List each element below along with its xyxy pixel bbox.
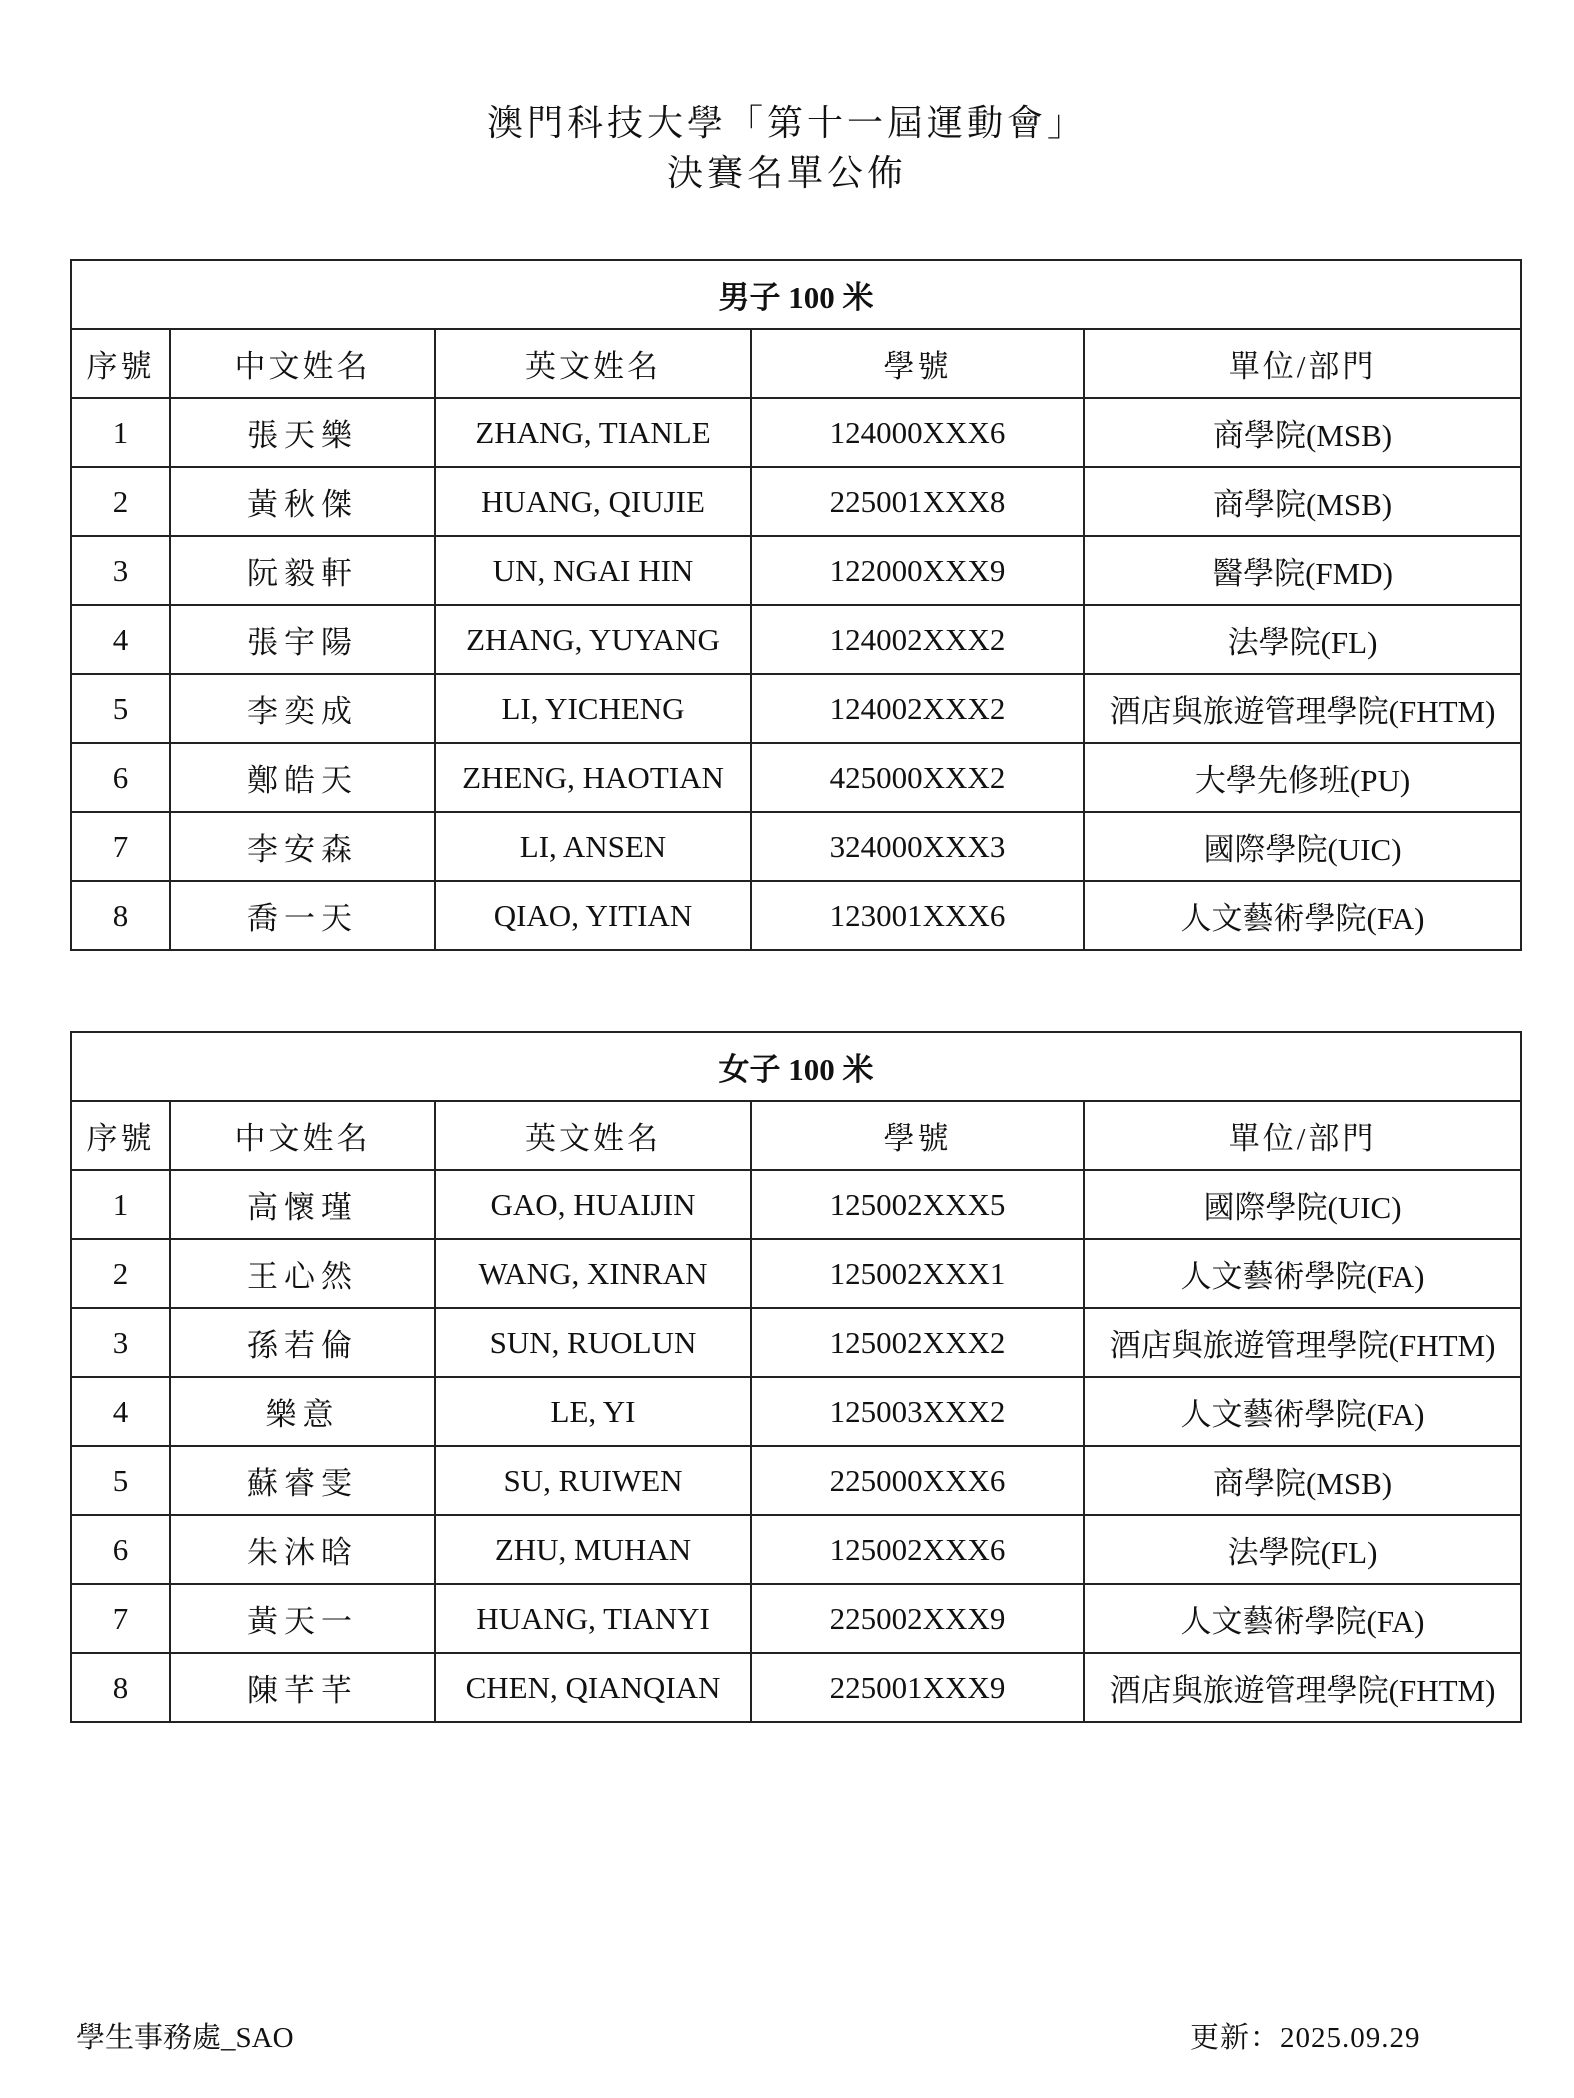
- chinese-name: 李安森: [170, 812, 435, 881]
- english-name: SU, RUIWEN: [435, 1446, 751, 1515]
- table-row: [71, 398, 1521, 467]
- unit-department: 商學院(MSB): [1084, 398, 1521, 467]
- col-header-student-id: 學號: [751, 1101, 1084, 1170]
- student-id: 125002XXX6: [751, 1515, 1084, 1584]
- table-row: [71, 743, 1521, 812]
- student-id: 225002XXX9: [751, 1584, 1084, 1653]
- chinese-name: 高懷瑾: [170, 1170, 435, 1239]
- row-number: 4: [71, 605, 170, 674]
- row-number: 8: [71, 1653, 170, 1722]
- col-header-english-name: 英文姓名: [435, 329, 751, 398]
- english-name: HUANG, QIUJIE: [435, 467, 751, 536]
- student-id: 324000XXX3: [751, 812, 1084, 881]
- section-heading: 男子 100 米: [71, 260, 1521, 329]
- chinese-name: 蘇睿雯: [170, 1446, 435, 1515]
- row-number: 6: [71, 743, 170, 812]
- chinese-name: 朱沐晗: [170, 1515, 435, 1584]
- unit-department: 醫學院(FMD): [1084, 536, 1521, 605]
- english-name: UN, NGAI HIN: [435, 536, 751, 605]
- student-id: 125002XXX2: [751, 1308, 1084, 1377]
- english-name: GAO, HUAIJIN: [435, 1170, 751, 1239]
- document-title: 澳門科技大學「第十一屆運動會」: [486, 103, 1087, 143]
- column-header-row: [71, 1101, 1521, 1170]
- student-id: 124002XXX2: [751, 605, 1084, 674]
- student-id: 225001XXX9: [751, 1653, 1084, 1722]
- row-number: 7: [71, 812, 170, 881]
- row-number: 6: [71, 1515, 170, 1584]
- unit-department: 人文藝術學院(FA): [1084, 1377, 1521, 1446]
- table-row: [71, 536, 1521, 605]
- table-row: [71, 1239, 1521, 1308]
- student-id: 125002XXX1: [751, 1239, 1084, 1308]
- student-id: 122000XXX9: [751, 536, 1084, 605]
- unit-department: 商學院(MSB): [1084, 467, 1521, 536]
- issuer-label: 學生事務處_SAO: [76, 2022, 294, 2054]
- col-header-student-id: 學號: [751, 329, 1084, 398]
- col-header-no: 序號: [71, 1101, 170, 1170]
- unit-department: 人文藝術學院(FA): [1084, 881, 1521, 950]
- row-number: 5: [71, 674, 170, 743]
- student-id: 225000XXX6: [751, 1446, 1084, 1515]
- col-header-chinese-name: 中文姓名: [170, 1101, 435, 1170]
- english-name: LE, YI: [435, 1377, 751, 1446]
- table-row: [71, 1170, 1521, 1239]
- unit-department: 法學院(FL): [1084, 1515, 1521, 1584]
- english-name: LI, ANSEN: [435, 812, 751, 881]
- col-header-unit: 單位/部門: [1084, 1101, 1521, 1170]
- english-name: CHEN, QIANQIAN: [435, 1653, 751, 1722]
- unit-department: 商學院(MSB): [1084, 1446, 1521, 1515]
- unit-department: 國際學院(UIC): [1084, 1170, 1521, 1239]
- chinese-name: 孫若倫: [170, 1308, 435, 1377]
- row-number: 3: [71, 1308, 170, 1377]
- english-name: QIAO, YITIAN: [435, 881, 751, 950]
- table-row: [71, 605, 1521, 674]
- row-number: 3: [71, 536, 170, 605]
- row-number: 4: [71, 1377, 170, 1446]
- unit-department: 國際學院(UIC): [1084, 812, 1521, 881]
- english-name: LI, YICHENG: [435, 674, 751, 743]
- table-row: [71, 1377, 1521, 1446]
- english-name: ZHU, MUHAN: [435, 1515, 751, 1584]
- col-header-no: 序號: [71, 329, 170, 398]
- row-number: 8: [71, 881, 170, 950]
- chinese-name: 黃天一: [170, 1584, 435, 1653]
- table-row: [71, 674, 1521, 743]
- unit-department: 酒店與旅遊管理學院(FHTM): [1084, 674, 1521, 743]
- table-row: [71, 1446, 1521, 1515]
- student-id: 225001XXX8: [751, 467, 1084, 536]
- row-number: 1: [71, 1170, 170, 1239]
- col-header-chinese-name: 中文姓名: [170, 329, 435, 398]
- unit-department: 法學院(FL): [1084, 605, 1521, 674]
- section-heading: 女子 100 米: [71, 1032, 1521, 1101]
- student-id: 425000XXX2: [751, 743, 1084, 812]
- col-header-unit: 單位/部門: [1084, 329, 1521, 398]
- table-row: [71, 1653, 1521, 1722]
- unit-department: 人文藝術學院(FA): [1084, 1584, 1521, 1653]
- chinese-name: 張宇陽: [170, 605, 435, 674]
- update-date: 更新：2025.09.29: [1190, 2022, 1421, 2054]
- student-id: 124002XXX2: [751, 674, 1084, 743]
- chinese-name: 陳芊芊: [170, 1653, 435, 1722]
- chinese-name: 張天樂: [170, 398, 435, 467]
- chinese-name: 李奕成: [170, 674, 435, 743]
- english-name: HUANG, TIANYI: [435, 1584, 751, 1653]
- table-row: [71, 467, 1521, 536]
- table-row: [71, 881, 1521, 950]
- chinese-name: 鄭皓天: [170, 743, 435, 812]
- document-subtitle: 決賽名單公佈: [666, 153, 907, 193]
- table-row: [71, 812, 1521, 881]
- chinese-name: 黃秋傑: [170, 467, 435, 536]
- table-row: [71, 1584, 1521, 1653]
- english-name: SUN, RUOLUN: [435, 1308, 751, 1377]
- column-header-row: [71, 329, 1521, 398]
- english-name: ZHANG, TIANLE: [435, 398, 751, 467]
- student-id: 123001XXX6: [751, 881, 1084, 950]
- unit-department: 酒店與旅遊管理學院(FHTM): [1084, 1653, 1521, 1722]
- chinese-name: 王心然: [170, 1239, 435, 1308]
- student-id: 124000XXX6: [751, 398, 1084, 467]
- women-100m-table: [70, 1031, 1522, 1723]
- english-name: WANG, XINRAN: [435, 1239, 751, 1308]
- men-100m-table: [70, 259, 1522, 951]
- student-id: 125003XXX2: [751, 1377, 1084, 1446]
- english-name: ZHANG, YUYANG: [435, 605, 751, 674]
- row-number: 7: [71, 1584, 170, 1653]
- row-number: 1: [71, 398, 170, 467]
- student-id: 125002XXX5: [751, 1170, 1084, 1239]
- table-row: [71, 1515, 1521, 1584]
- chinese-name: 樂意: [170, 1377, 435, 1446]
- unit-department: 大學先修班(PU): [1084, 743, 1521, 812]
- col-header-english-name: 英文姓名: [435, 1101, 751, 1170]
- row-number: 5: [71, 1446, 170, 1515]
- chinese-name: 阮毅軒: [170, 536, 435, 605]
- english-name: ZHENG, HAOTIAN: [435, 743, 751, 812]
- unit-department: 酒店與旅遊管理學院(FHTM): [1084, 1308, 1521, 1377]
- chinese-name: 喬一天: [170, 881, 435, 950]
- row-number: 2: [71, 467, 170, 536]
- row-number: 2: [71, 1239, 170, 1308]
- unit-department: 人文藝術學院(FA): [1084, 1239, 1521, 1308]
- table-row: [71, 1308, 1521, 1377]
